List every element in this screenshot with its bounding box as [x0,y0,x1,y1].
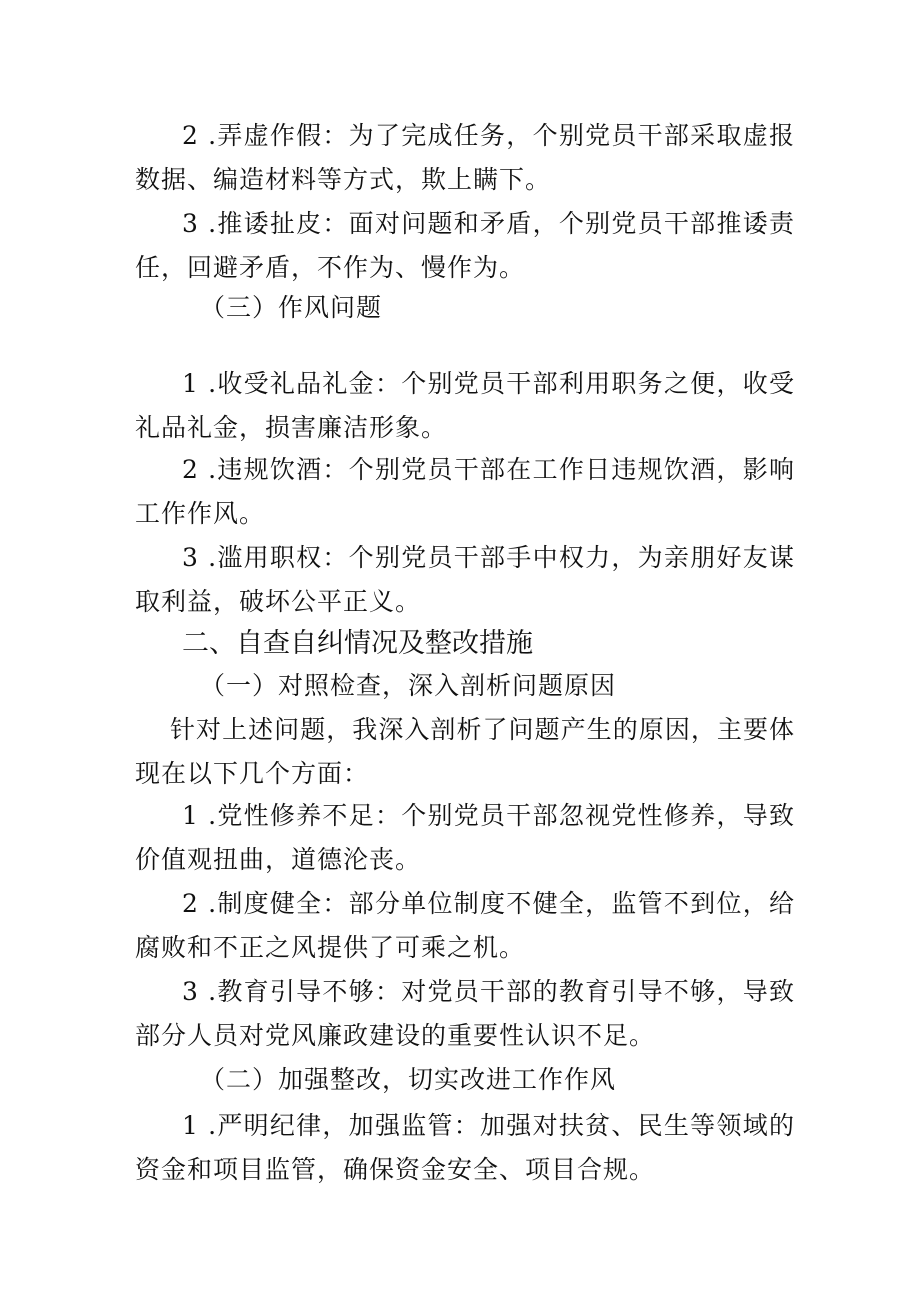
subheading-self-check: （一）对照检查，深入剖析问题原因 [200,671,617,700]
subheading-rectification: （二）加强整改，切实改进工作作风 [200,1065,617,1094]
paragraph-gifts: 1 .收受礼品礼金：个别党员干部利用职务之便，收受礼品礼金，损害廉洁形象。 [135,369,795,442]
paragraph-institutions: 2 .制度健全：部分单位制度不健全，监管不到位，给腐败和不正之风提供了可乘之机。 [135,889,795,962]
paragraph-party-spirit: 1 .党性修养不足：个别党员干部忽视党性修养，导致价值观扭曲，道德沦丧。 [135,801,795,874]
subheading-style-issues: （三）作风问题 [200,293,383,322]
paragraph-drinking: 2 .违规饮酒：个别党员干部在工作日违规饮酒，影响工作作风。 [135,455,795,528]
section-heading: 二、自查自纠情况及整改措施 [182,628,533,659]
paragraph-falsification: 2 .弄虚作假：为了完成任务，个别党员干部采取虚报数据、编造材料等方式，欺上瞒下。 [135,121,795,194]
paragraph-buck-passing: 3 .推诿扯皮：面对问题和矛盾，个别党员干部推诿责任，回避矛盾，不作为、慢作为。 [135,209,795,282]
paragraph-root-causes-intro: 针对上述问题，我深入剖析了问题产生的原因，主要体现在以下几个方面： [135,715,795,788]
paragraph-education: 3 .教育引导不够：对党员干部的教育引导不够，导致部分人员对党风廉政建设的重要性认识不足。 [135,977,795,1050]
paragraph-abuse-of-power: 3 .滥用职权：个别党员干部手中权力，为亲朋好友谋取利益，破坏公平正义。 [135,543,795,616]
paragraph-discipline: 1 .严明纪律，加强监管：加强对扶贫、民生等领域的资金和项目监管，确保资金安全、项目合规。 [135,1111,795,1184]
